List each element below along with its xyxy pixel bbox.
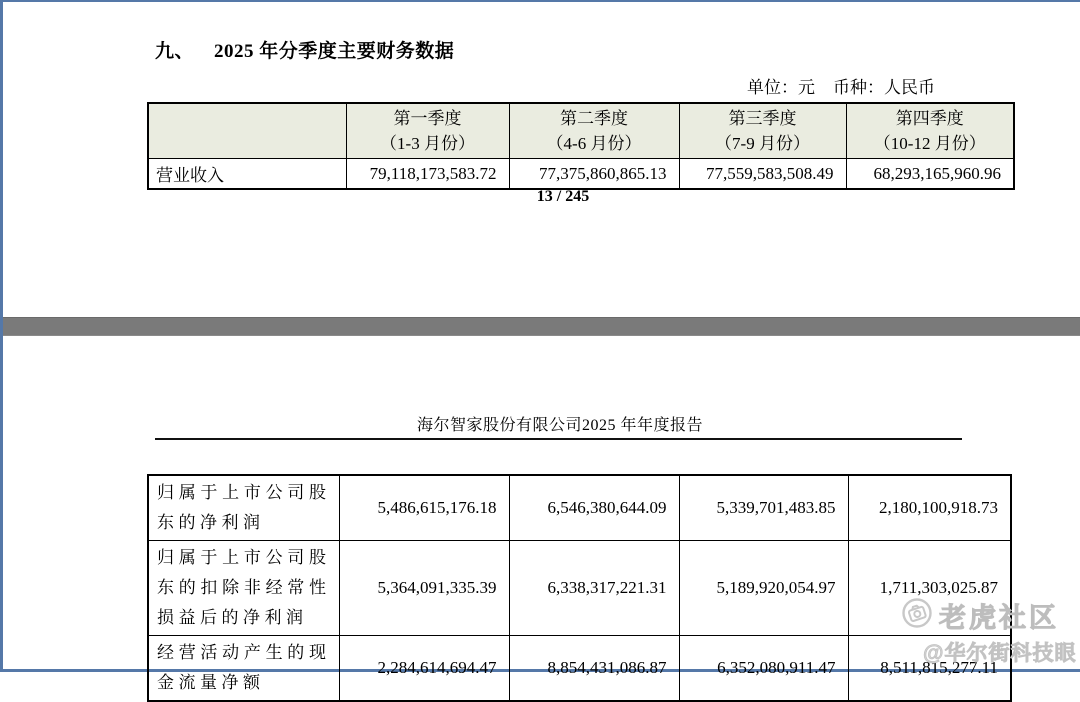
table-header-q2 (509, 103, 679, 159)
title-rule (155, 438, 962, 440)
net-profit-q3-value: 5,339,701,483.85 (679, 475, 848, 541)
q1-title: 第一季度 (393, 109, 462, 128)
unit-label: 单位：元 (747, 78, 815, 97)
operating-cashflow-q1-value: 2,284,614,694.47 (339, 636, 509, 702)
unit-currency-line (747, 73, 935, 98)
q2-title: 第二季度 (560, 109, 628, 128)
q1-subtitle: （1-3 月份） (380, 134, 475, 153)
currency-label: 币种：人民币 (833, 78, 935, 97)
table-header-q4 (846, 103, 1014, 159)
operating-cashflow-q4-value: 8,511,815,277.11 (848, 636, 1011, 702)
deducted-net-profit-q1-value: 5,364,091,335.39 (339, 541, 509, 636)
operating-cashflow-q3-value: 6,352,080,911.47 (679, 636, 848, 702)
net-profit-q2-value: 6,546,380,644.09 (509, 475, 679, 541)
page-break-divider (3, 317, 1080, 336)
quarterly-table-top (147, 102, 1015, 190)
watermark-community: 老虎社区 (939, 603, 1059, 633)
net-profit-q1-value: 5,486,615,176.18 (339, 475, 509, 541)
net-profit-label: 归属于上市公司股东的净利润 (148, 475, 339, 541)
page-indicator: 13 / 245 (536, 188, 590, 205)
q4-title: 第四季度 (895, 109, 964, 128)
table-header-row (148, 103, 1014, 159)
table-header-q3 (679, 103, 846, 159)
revenue-label: 营业收入 (148, 159, 346, 190)
table-corner-cell (148, 103, 346, 159)
section-heading (155, 36, 454, 63)
revenue-q1-value: 79,118,173,583.72 (346, 159, 509, 190)
deducted-net-profit-label: 归属于上市公司股东的扣除非经常性损益后的净利润 (148, 541, 339, 636)
deducted-net-profit-row (148, 541, 1011, 636)
quarterly-table-bottom (147, 474, 1012, 702)
q4-subtitle: （10-12 月份） (873, 134, 986, 153)
deducted-net-profit-q3-value: 5,189,920,054.97 (679, 541, 848, 636)
revenue-row (148, 159, 1014, 190)
revenue-q3-value: 77,559,583,508.49 (679, 159, 846, 190)
revenue-q2-value: 77,375,860,865.13 (509, 159, 679, 190)
operating-cashflow-label: 经营活动产生的现金流量净额 (148, 636, 339, 702)
q3-subtitle: （7-9 月份） (715, 134, 810, 153)
table-header-q1 (346, 103, 509, 159)
section-number: 九、 (155, 41, 195, 62)
revenue-q4-value: 68,293,165,960.96 (846, 159, 1014, 190)
report-title: 海尔智家股份有限公司2025 年年度报告 (416, 417, 703, 434)
operating-cashflow-row (148, 636, 1011, 702)
deducted-net-profit-q4-value: 1,711,303,025.87 (848, 541, 1011, 636)
watermark-handle: @华尔街科技眼 (923, 642, 1077, 665)
section-title: 2025 年分季度主要财务数据 (214, 41, 455, 62)
deducted-net-profit-q2-value: 6,338,317,221.31 (509, 541, 679, 636)
net-profit-q4-value: 2,180,100,918.73 (848, 475, 1011, 541)
q3-title: 第三季度 (728, 109, 797, 128)
net-profit-row (148, 475, 1011, 541)
q2-subtitle: （4-6 月份） (546, 134, 642, 153)
operating-cashflow-q2-value: 8,854,431,086.87 (509, 636, 679, 702)
